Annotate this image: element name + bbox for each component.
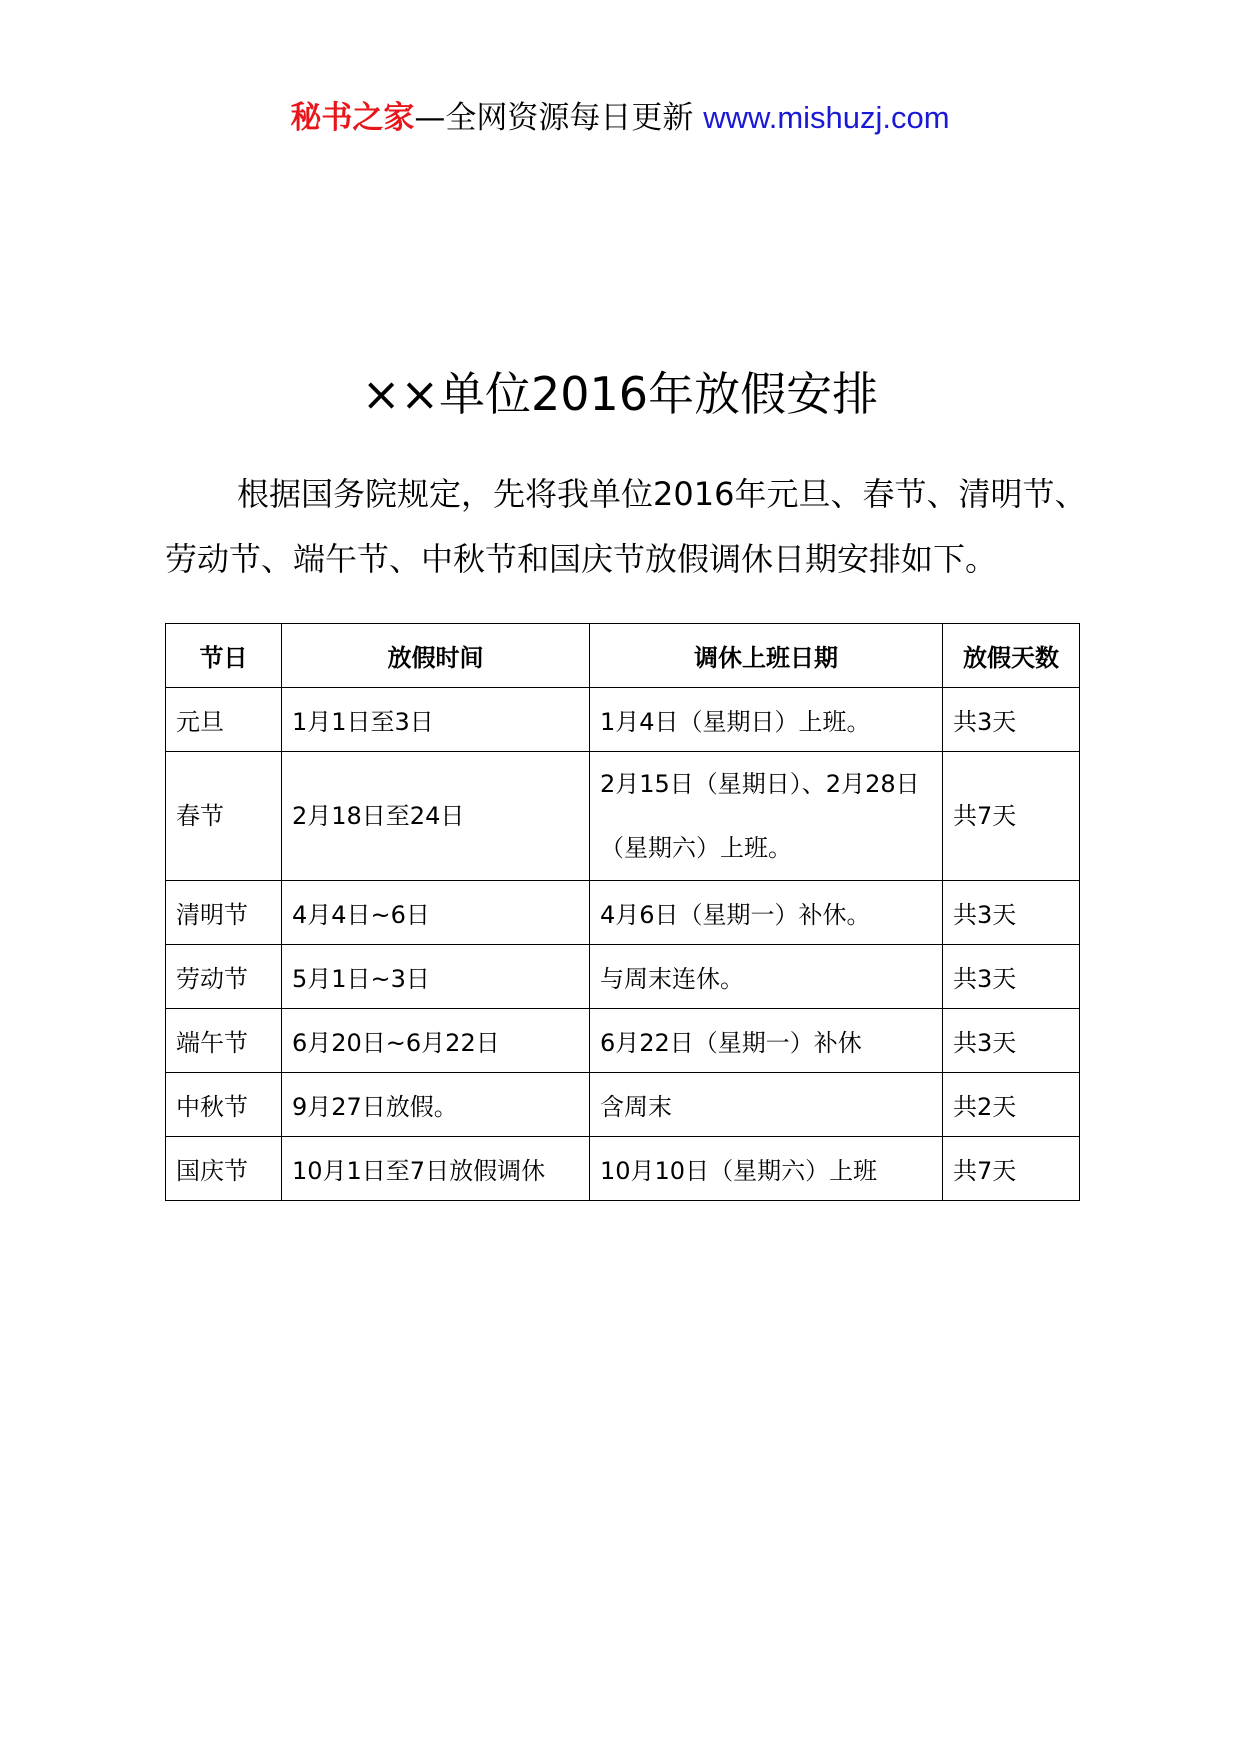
cell-period: 5月1日~3日 — [282, 945, 590, 1009]
cell-holiday: 清明节 — [166, 881, 282, 945]
cell-workday: 含周末 — [590, 1073, 943, 1137]
header-days: 放假天数 — [943, 624, 1080, 688]
cell-period: 10月1日至7日放假调休 — [282, 1137, 590, 1201]
cell-workday: 与周末连休。 — [590, 945, 943, 1009]
table-header-row — [166, 624, 1080, 688]
table-row — [166, 1073, 1080, 1137]
cell-period: 9月27日放假。 — [282, 1073, 590, 1137]
cell-workday: 2月15日（星期日）、2月28日（星期六）上班。 — [590, 752, 943, 881]
cell-workday: 6月22日（星期一）补休 — [590, 1009, 943, 1073]
holiday-schedule-table — [165, 623, 1080, 1201]
site-url-link[interactable]: www.mishuzj.com — [703, 100, 950, 135]
cell-days: 共7天 — [943, 1137, 1080, 1201]
cell-days: 共3天 — [943, 945, 1080, 1009]
cell-days: 共3天 — [943, 1009, 1080, 1073]
cell-holiday: 端午节 — [166, 1009, 282, 1073]
table-row — [166, 1137, 1080, 1201]
header-holiday: 节日 — [166, 624, 282, 688]
site-brand: 秘书之家 — [290, 100, 415, 136]
document-title: ××单位2016年放假安排 — [361, 367, 879, 421]
cell-holiday: 春节 — [166, 752, 282, 881]
table-row — [166, 688, 1080, 752]
cell-days: 共7天 — [943, 752, 1080, 881]
site-slogan: —全网资源每日更新 — [414, 100, 704, 136]
cell-days: 共3天 — [943, 688, 1080, 752]
table-row — [166, 945, 1080, 1009]
cell-workday: 10月10日（星期六）上班 — [590, 1137, 943, 1201]
cell-holiday: 中秋节 — [166, 1073, 282, 1137]
cell-period: 1月1日至3日 — [282, 688, 590, 752]
cell-workday: 1月4日（星期日）上班。 — [590, 688, 943, 752]
cell-days: 共3天 — [943, 881, 1080, 945]
table-row — [166, 1009, 1080, 1073]
cell-period: 6月20日~6月22日 — [282, 1009, 590, 1073]
cell-workday: 4月6日（星期一）补休。 — [590, 881, 943, 945]
table-row — [166, 881, 1080, 945]
cell-holiday: 元旦 — [166, 688, 282, 752]
cell-holiday: 劳动节 — [166, 945, 282, 1009]
cell-period: 4月4日~6日 — [282, 881, 590, 945]
cell-period: 2月18日至24日 — [282, 752, 590, 881]
site-header — [0, 98, 1240, 138]
intro-paragraph: 根据国务院规定，先将我单位2016年元旦、春节、清明节、劳动节、端午节、中秋节和国庆节放假调休日期安排如下。 — [165, 475, 1087, 578]
table-row — [166, 752, 1080, 881]
cell-holiday: 国庆节 — [166, 1137, 282, 1201]
header-workday: 调休上班日期 — [590, 624, 943, 688]
header-period: 放假时间 — [282, 624, 590, 688]
cell-days: 共2天 — [943, 1073, 1080, 1137]
